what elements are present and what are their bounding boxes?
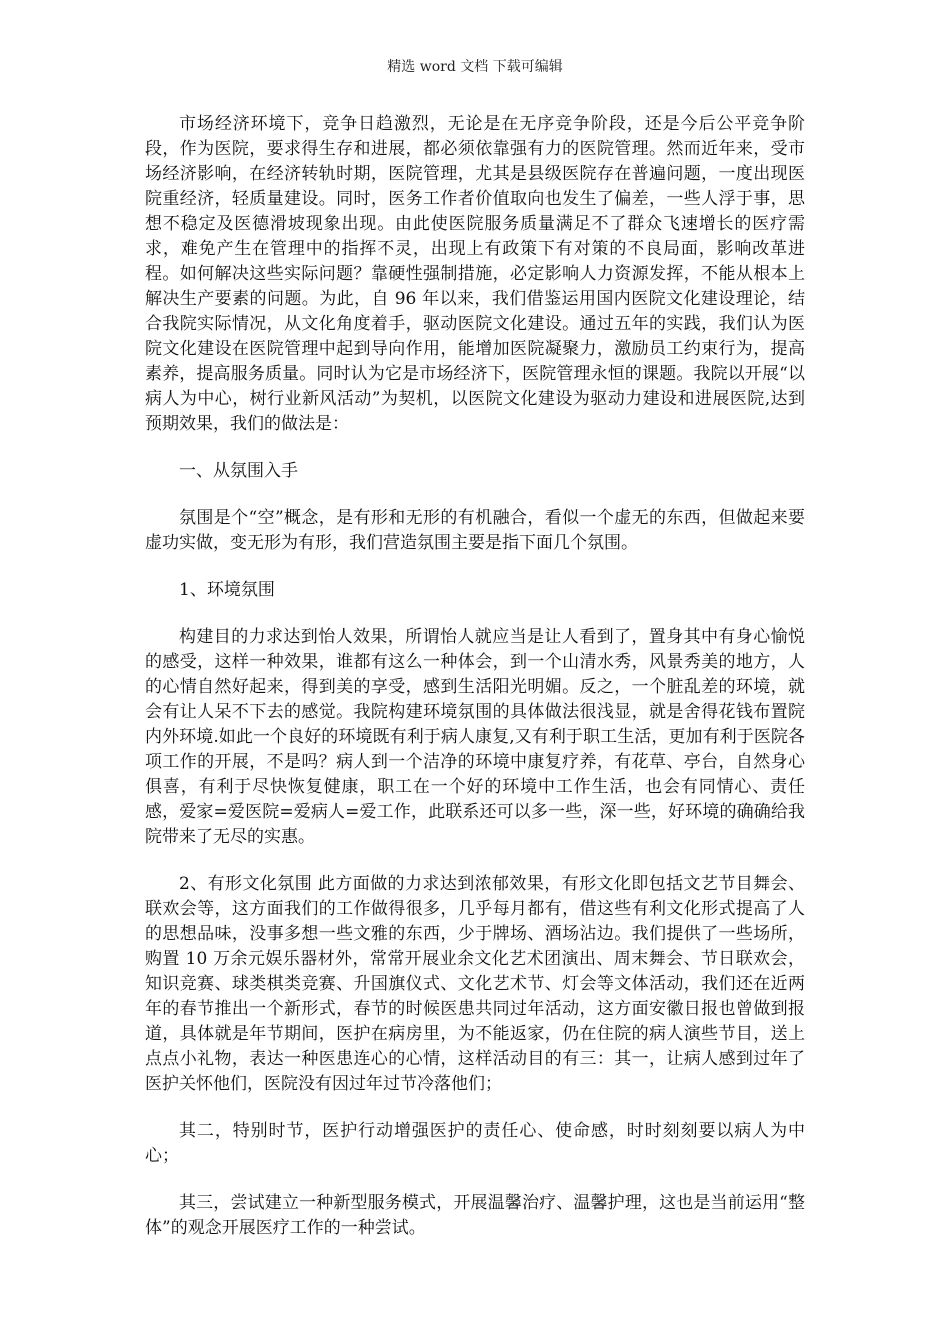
paragraph-tangible-culture: 2、有形文化氛围 此方面做的力求达到浓郁效果，有形文化即包括文艺节目舞会、联欢会等，这方面我们的工作做得很多，几乎每月都有，借这些有利文化形式提高了人的思想品味，没事多想一些文雅的东西，少于牌场、酒场沾边。我们提供了一些场所，购置 10 万余元娱乐器材外，常常开展业余文化艺术团演出、周末舞会、节日联欢会，知识竞赛、球类棋类竞赛、升国旗仪式、文化艺术节、灯会等文体活动，我们还在近两年的春节推出一个新形式，春节的时候医患共同过年活动，这方面安徽日报也曾做到报道，具体就是年节期间，医护在病房里，为不能返家，仍在住院的病人演些节目，送上点点小礼物，表达一种医患连心的心情，这样活动目的有三：其一，让病人感到过年了医护关怀他们，医院没有因过年过节冷落他们；: [145, 874, 805, 1094]
paragraph-environment: 构建目的力求达到怡人效果，所谓怡人就应当是让人看到了，置身其中有身心愉悦的感受，这样一种效果，谁都有这么一种体会，到一个山清水秀，风景秀美的地方，人的心情自然好起来，得到美的享受，感到生活阳光明媚。反之，一个脏乱差的环境，就会有让人呆不下去的感觉。我院构建环境氛围的具体做法很浅显，就是舍得花钱布置院内外环境.如此一个良好的环境既有利于病人康复,又有利于职工生活，更加有利于医院各项工作的开展，不是吗？病人到一个洁净的环境中康复疗养，有花草、亭台，自然身心俱喜，有利于尽快恢复健康，职工在一个好的环境中工作生活，也会有同情心、责任感，爱家=爱医院=爱病人=爱工作，此联系还可以多一些，深一些，好环境的确确给我院带来了无尽的实惠。: [145, 627, 805, 847]
paragraph-second-purpose: 其二，特别时节，医护行动增强医护的责任心、使命感，时时刻刻要以病人为中心；: [145, 1121, 805, 1166]
document-body: [145, 112, 805, 1263]
paragraph-atmosphere: 氛围是个“空”概念，是有形和无形的有机融合，看似一个虚无的东西，但做起来要虚功实做，变无形为有形，我们营造氛围主要是指下面几个氛围。: [145, 508, 805, 553]
page-header: 精选 word 文档 下载可编辑: [387, 59, 563, 75]
paragraph-intro: 市场经济环境下，竞争日趋激烈，无论是在无序竞争阶段，还是今后公平竞争阶段，作为医院，要求得生存和进展，都必须依靠强有力的医院管理。然而近年来，受市场经济影响，在经济转轨时期，医院管理，尤其是县级医院存在普遍问题，一度出现医院重经济，轻质量建设。同时，医务工作者价值取向也发生了偏差，一些人浮于事，思想不稳定及医德滑坡现象出现。由此使医院服务质量满足不了群众飞速增长的医疗需求，难免产生在管理中的指挥不灵，出现上有政策下有对策的不良局面，影响改革进程。如何解决这些实际问题？靠硬性强制措施，必定影响人力资源发挥，不能从根本上解决生产要素的问题。为此，自 96 年以来，我们借鉴运用国内医院文化建设理论，结合我院实际情况，从文化角度着手，驱动医院文化建设。通过五年的实践，我们认为医院文化建设在医院管理中起到导向作用，能增加医院凝聚力，激励员工约束行为，提高素养，提高服务质量。同时认为它是市场经济下，医院管理永恒的课题。我院以开展“以病人为中心，树行业新风活动”为契机，以医院文化建设为驱动力建设和进展医院,达到预期效果，我们的做法是：: [145, 114, 805, 434]
section-heading-atmosphere: 一、从氛围入手: [179, 461, 298, 481]
paragraph-third-purpose: 其三，尝试建立一种新型服务模式，开展温馨治疗、温馨护理，这也是当前运用“整体”的观念开展医疗工作的一种尝试。: [145, 1193, 805, 1238]
subsection-heading-environment: 1、环境氛围: [179, 580, 275, 600]
